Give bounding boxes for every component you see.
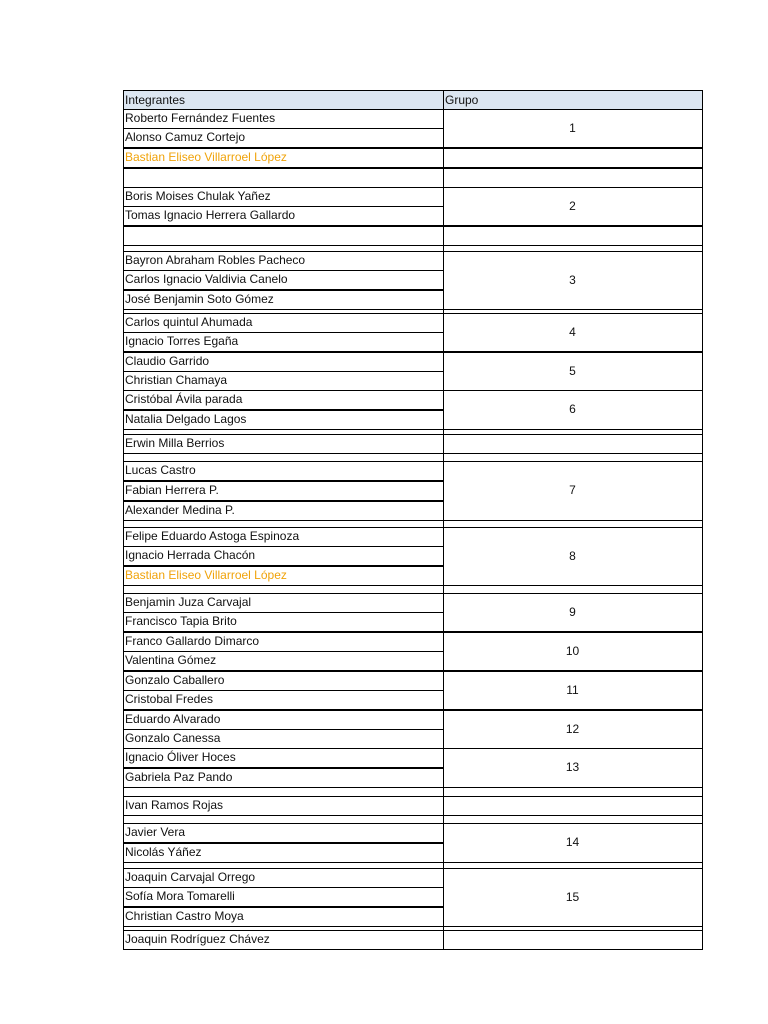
header-border-top (123, 90, 702, 91)
member-cell[interactable]: Cristobal Fredes (125, 692, 214, 706)
member-cell[interactable]: Javier Vera (125, 825, 186, 839)
group-border (443, 251, 702, 252)
group-border (443, 225, 702, 226)
member-cell[interactable]: Joaquin Rodríguez Chávez (125, 932, 270, 946)
member-cell[interactable]: Christian Chamaya (125, 373, 228, 387)
group-border (443, 109, 702, 110)
group-number[interactable]: 7 (443, 461, 702, 520)
member-cell[interactable]: Tomas Ignacio Herrera Gallardo (125, 208, 296, 222)
member-cell[interactable]: Gabriela Paz Pando (125, 770, 233, 784)
col-border-right (702, 90, 703, 950)
group-number[interactable]: 4 (443, 313, 702, 351)
member-cell[interactable]: Ignacio Torres Egaña (125, 334, 239, 348)
member-cell[interactable]: Gonzalo Canessa (125, 731, 221, 745)
group-border (443, 352, 702, 353)
col-border-left (123, 90, 124, 950)
member-cell[interactable]: Carlos Ignacio Valdivia Canelo (125, 272, 288, 286)
member-cell[interactable]: Felipe Eduardo Astoga Espinoza (125, 529, 300, 543)
group-border (443, 429, 702, 430)
group-border (443, 313, 702, 314)
group-number[interactable]: 10 (443, 632, 702, 670)
member-cell[interactable]: Nicolás Yáñez (125, 845, 202, 859)
group-border (443, 461, 702, 462)
group-border (443, 520, 702, 521)
member-cell[interactable]: Valentina Gómez (125, 653, 217, 667)
member-cell[interactable]: Lucas Castro (125, 463, 196, 477)
group-number[interactable]: 12 (443, 710, 702, 748)
member-cell[interactable]: Erwin Milla Berrios (125, 436, 225, 450)
group-number[interactable]: 5 (443, 352, 702, 390)
group-border (443, 585, 702, 586)
group-number[interactable]: 9 (443, 593, 702, 631)
member-cell[interactable]: Fabian Herrera P. (125, 483, 219, 497)
row-border (123, 226, 702, 227)
group-number[interactable]: 1 (443, 109, 702, 147)
group-number[interactable]: 8 (443, 527, 702, 585)
member-cell[interactable]: Francisco Tapia Brito (125, 614, 237, 628)
member-cell[interactable]: Natalia Delgado Lagos (125, 412, 247, 426)
group-border (443, 823, 702, 824)
member-cell[interactable]: Roberto Fernández Fuentes (125, 111, 276, 125)
member-cell[interactable] (123, 168, 443, 187)
member-cell[interactable]: Alexander Medina P. (125, 503, 235, 517)
row-border (123, 796, 702, 797)
group-border (443, 671, 702, 672)
member-cell[interactable]: Claudio Garrido (125, 354, 210, 368)
group-border (443, 868, 702, 869)
member-cell[interactable]: Ivan Ramos Rojas (125, 798, 224, 812)
row-border (123, 168, 702, 169)
member-cell[interactable]: Eduardo Alvarado (125, 712, 221, 726)
member-cell[interactable]: Bayron Abraham Robles Pacheco (125, 253, 306, 267)
group-number[interactable]: 6 (443, 390, 702, 429)
member-cell[interactable]: Cristóbal Ávila parada (125, 392, 243, 406)
group-border (443, 390, 702, 391)
group-border (443, 632, 702, 633)
group-border (443, 926, 702, 927)
row-border (123, 949, 702, 950)
group-border (443, 309, 702, 310)
group-border (443, 527, 702, 528)
group-border (443, 748, 702, 749)
member-cell[interactable]: Carlos quintul Ahumada (125, 315, 253, 329)
member-cell[interactable]: Sofía Mora Tomarelli (125, 889, 235, 903)
group-border (443, 187, 702, 188)
group-number[interactable]: 15 (443, 868, 702, 926)
member-cell[interactable]: Benjamin Juza Carvajal (125, 595, 252, 609)
group-number[interactable]: 2 (443, 187, 702, 225)
member-cell[interactable]: Alonso Camuz Cortejo (125, 130, 246, 144)
group-number[interactable]: 14 (443, 823, 702, 862)
member-cell[interactable]: Franco Gallardo Dimarco (125, 634, 260, 648)
member-cell[interactable]: Joaquin Carvajal Orrego (125, 870, 256, 884)
group-border (443, 147, 702, 148)
header-integrantes[interactable]: Integrantes (123, 90, 443, 110)
group-border (443, 593, 702, 594)
group-border (443, 787, 702, 788)
member-cell[interactable]: Ignacio Herrada Chacón (125, 548, 256, 562)
member-cell[interactable]: Boris Moises Chulak Yañez (125, 189, 271, 203)
group-number[interactable]: 11 (443, 671, 702, 709)
member-cell[interactable]: José Benjamin Soto Gómez (125, 292, 274, 306)
member-cell[interactable]: Christian Castro Moya (125, 909, 244, 923)
row-border (123, 148, 702, 149)
group-number[interactable]: 13 (443, 748, 702, 787)
row-border (123, 453, 702, 454)
member-cell[interactable]: Ignacio Óliver Hoces (125, 750, 236, 764)
member-cell[interactable]: Bastian Eliseo Villarroel López (125, 568, 287, 582)
row-border (123, 245, 702, 246)
member-cell[interactable] (123, 226, 443, 245)
row-border (123, 434, 702, 435)
row-border (123, 815, 702, 816)
header-grupo[interactable]: Grupo (443, 90, 702, 110)
row-border (123, 930, 702, 931)
group-border (443, 862, 702, 863)
member-cell[interactable]: Gonzalo Caballero (125, 673, 225, 687)
group-border (443, 710, 702, 711)
group-number[interactable]: 3 (443, 251, 702, 309)
member-cell[interactable]: Bastian Eliseo Villarroel López (125, 150, 287, 164)
